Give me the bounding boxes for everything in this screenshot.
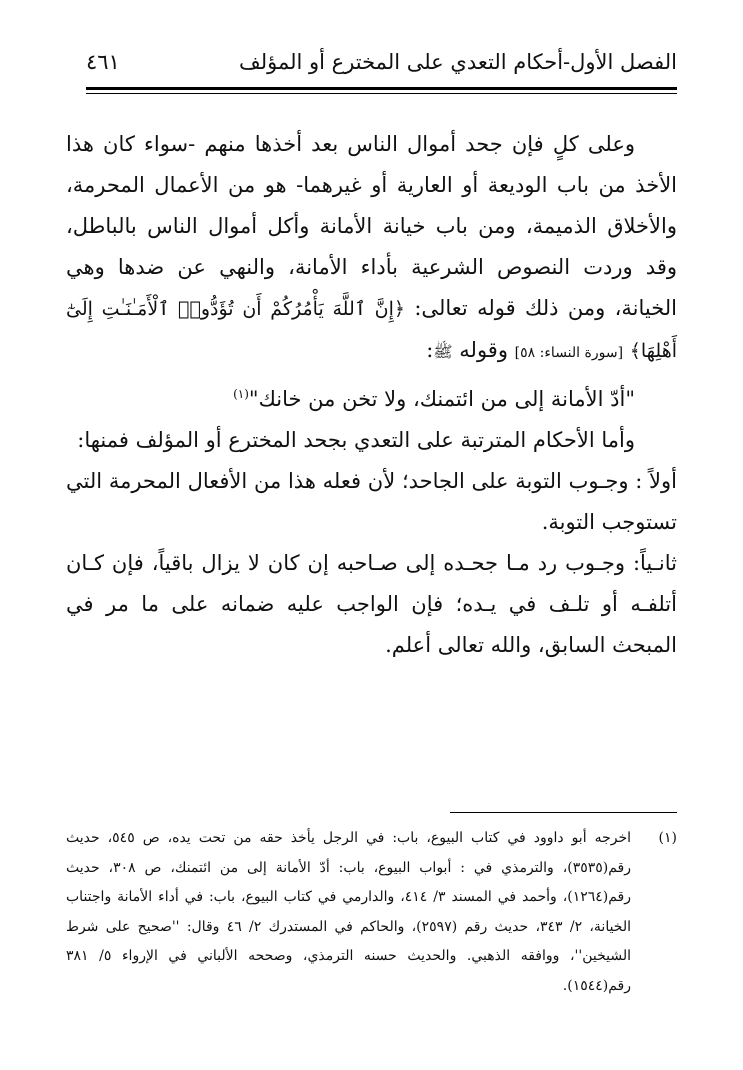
hadith-text: "أدّ الأمانة إلى من ائتمنك، ولا تخن من خانك"	[248, 387, 635, 411]
header-rule-thin	[86, 93, 677, 94]
surah-reference: [سورة النساء: ٥٨]	[514, 345, 624, 361]
list-item-1: أولاً : وجـوب التوبة على الجاحد؛ لأن فعله هذا من الأفعال المحرمة التي تستوجب التوبة.	[66, 469, 677, 534]
paragraph-1-colon: :	[426, 338, 434, 362]
page-number: ٤٦١	[86, 50, 120, 74]
footnote-number: (١)	[658, 830, 677, 846]
footnote-marker: (١)	[233, 387, 249, 401]
body-text	[66, 124, 677, 666]
footnote-text: اخرجه أبو داوود في كتاب البيوع، باب: في الرجل يأخذ حقه من تحت يده، ص ٥٤٥، حديث رقم(٣٥٣٥)، والترمذي في : أبواب البيوع، باب: أدّ الأمانة إلى من ائتمنك، ص ٣٠٨، حديث رقم(١٢٦٤)، وأحمد في المسند ٣/ ٤١٤، والدارمي في كتاب البيوع، باب: في أداء الأمانة واجتناب الخيانة، ٢/ ٣٤٣، حديث رقم (٢٥٩٧)، والحاكم في المستدرك ٢/ ٤٦ وقال: ''صحيح على شرط الشيخين''، ووافقه الذهبي. والحديث حسنه الترمذي، وصححه الألباني في الإرواء ٥/ ٣٨١ رقم(١٥٤٤).	[66, 830, 632, 994]
hadith-quote	[66, 374, 677, 420]
quran-verse: ﴿إِنَّ ٱللَّهَ يَأْمُرُكُمْ أَن تُؤَدُّوا۟ ٱلْأَمَـٰنَـٰتِ إِلَىٰٓ أَهْلِهَا﴾	[66, 298, 677, 362]
chapter-title: الفصل الأول-أحكام التعدي على المخترع أو المؤلف	[238, 50, 677, 74]
paragraph-1-cont: وقوله	[452, 338, 515, 362]
running-header	[86, 46, 677, 86]
paragraph-1	[66, 124, 677, 374]
header-rule-thick	[86, 87, 677, 90]
footnote	[66, 824, 677, 1001]
footnote-separator	[450, 812, 677, 813]
salla-glyph: ﷺ	[433, 342, 453, 361]
paragraph-1-text: وعلى كلٍ فإن جحد أموال الناس بعد أخذها منهم -سواء كان هذا الأخذ من باب الوديعة أو العارية أو غيرهما- هو من الأعمال المحرمة، والأخلاق الذميمة، ومن باب خيانة الأمانة وأكل أموال الناس بالباطل، وقد وردت النصوص الشرعية بأداء الأمانة، والنهي عن ضدها وهي الخيانة، ومن ذلك قوله تعالى:	[66, 132, 677, 320]
list-item-2: ثانـياً: وجـوب رد مـا جحـده إلى صـاحبه إن كان لا يزال باقياً، فإن كـان أتلفـه أو تلـف في يـده؛ فإن الواجب عليه ضمانه على ما مر في المبحث السابق، والله تعالى أعلم.	[66, 551, 677, 657]
paragraph-2: وأما الأحكام المترتبة على التعدي بجحد المخترع أو المؤلف فمنها:	[77, 428, 635, 452]
